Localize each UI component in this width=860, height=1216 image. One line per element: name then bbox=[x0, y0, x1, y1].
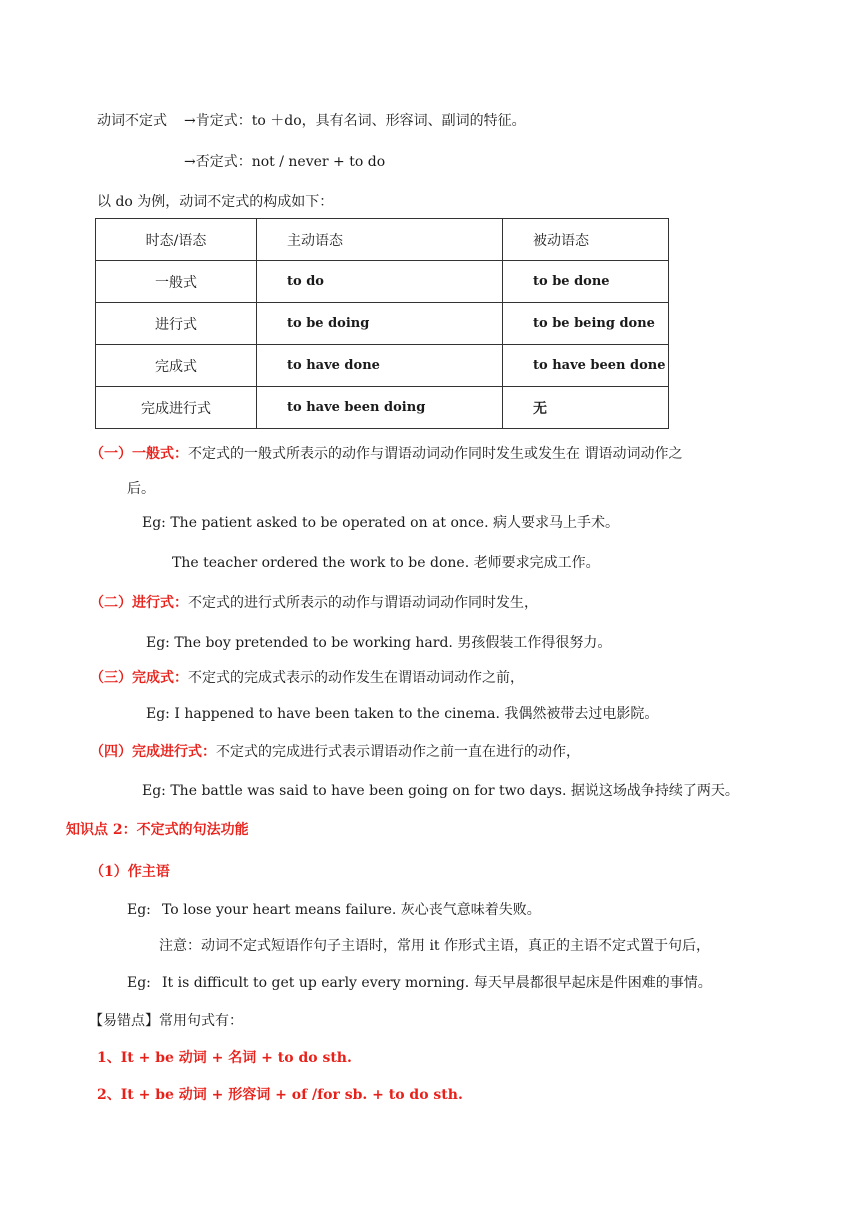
row-passive: to have been done bbox=[503, 345, 669, 387]
row-active: to be doing bbox=[257, 303, 503, 345]
section-heading: （一）一般式： bbox=[90, 446, 188, 462]
infinitive-term: 动词不定式 bbox=[97, 113, 167, 129]
section-text: 不定式的完成进行式表示谓语动作之前一直在进行的动作， bbox=[216, 744, 580, 760]
header-active: 主动语态 bbox=[257, 219, 503, 261]
row-form-name: 完成进行式 bbox=[96, 387, 257, 429]
example-sentence: It is difficult to get up early every morning. 每天早晨都很早起床是件困难的事情。 bbox=[162, 975, 712, 991]
negative-form: →否定式：not / never + to do bbox=[184, 154, 386, 170]
example-sentence: To lose your heart means failure. 灰心丧气意味着失败。 bbox=[162, 902, 541, 918]
row-passive: to be being done bbox=[503, 303, 669, 345]
pattern-item: 1、It + be 动词 + 名词 + to do sth. bbox=[97, 1050, 352, 1066]
tip-heading: 【易错点】常用句式有： bbox=[89, 1013, 243, 1029]
row-form-name: 一般式 bbox=[96, 261, 257, 303]
section-progressive bbox=[90, 594, 538, 612]
section-heading: （三）完成式： bbox=[90, 670, 188, 686]
row-form-name: 进行式 bbox=[96, 303, 257, 345]
section-heading: （四）完成进行式： bbox=[90, 744, 216, 760]
table-header-row bbox=[96, 219, 669, 261]
example-sentence: Eg: The patient asked to be operated on at once. 病人要求马上手术。 bbox=[142, 515, 619, 531]
section-perfect bbox=[90, 669, 524, 687]
row-active: to do bbox=[257, 261, 503, 303]
section-perfect-progressive bbox=[90, 743, 580, 761]
example-sentence: Eg: The battle was said to have been going on for two days. 据说这场战争持续了两天。 bbox=[142, 783, 739, 799]
section-text: 不定式的一般式所表示的动作与谓语动词动作同时发生或发生在 谓语动词动作之 bbox=[188, 446, 683, 462]
note-text: 注意：动词不定式短语作句子主语时，常用 it 作形式主语，真正的主语不定式置于句后， bbox=[159, 938, 711, 954]
table-intro: 以 do 为例，动词不定式的构成如下： bbox=[97, 194, 334, 210]
header-passive: 被动语态 bbox=[503, 219, 669, 261]
infinitive-label bbox=[97, 112, 167, 130]
pattern-item: 2、It + be 动词 + 形容词 + of /for sb. + to do sth. bbox=[97, 1087, 463, 1103]
table-row bbox=[96, 303, 669, 345]
row-active: to have been doing bbox=[257, 387, 503, 429]
section-general bbox=[90, 445, 682, 463]
section-text: 不定式的进行式所表示的动作与谓语动词动作同时发生， bbox=[188, 595, 538, 611]
table-row bbox=[96, 345, 669, 387]
example-label: Eg: bbox=[127, 975, 151, 991]
table-row bbox=[96, 387, 669, 429]
knowledge-point-title: 知识点 2：不定式的句法功能 bbox=[66, 822, 249, 838]
example-sentence: The teacher ordered the work to be done. 老师要求完成工作。 bbox=[172, 555, 600, 571]
row-active: to have done bbox=[257, 345, 503, 387]
row-passive: to be done bbox=[503, 261, 669, 303]
header-tense-voice: 时态/语态 bbox=[96, 219, 257, 261]
infinitive-forms-table bbox=[95, 218, 669, 429]
table-row bbox=[96, 261, 669, 303]
section-heading: （二）进行式： bbox=[90, 595, 188, 611]
section-text: 不定式的完成式表示的动作发生在谓语动词动作之前， bbox=[188, 670, 524, 686]
section-text-continued: 后。 bbox=[127, 481, 155, 497]
example-sentence: Eg: I happened to have been taken to the cinema. 我偶然被带去过电影院。 bbox=[146, 706, 659, 722]
row-passive: 无 bbox=[503, 387, 669, 429]
example-sentence: Eg: The boy pretended to be working hard. 男孩假装工作得很努力。 bbox=[146, 635, 612, 651]
example-label: Eg: bbox=[127, 902, 151, 918]
row-form-name: 完成式 bbox=[96, 345, 257, 387]
subject-subtitle: （1）作主语 bbox=[90, 864, 170, 880]
affirmative-form: →肯定式：to ＋do，具有名词、形容词、副词的特征。 bbox=[184, 113, 526, 129]
